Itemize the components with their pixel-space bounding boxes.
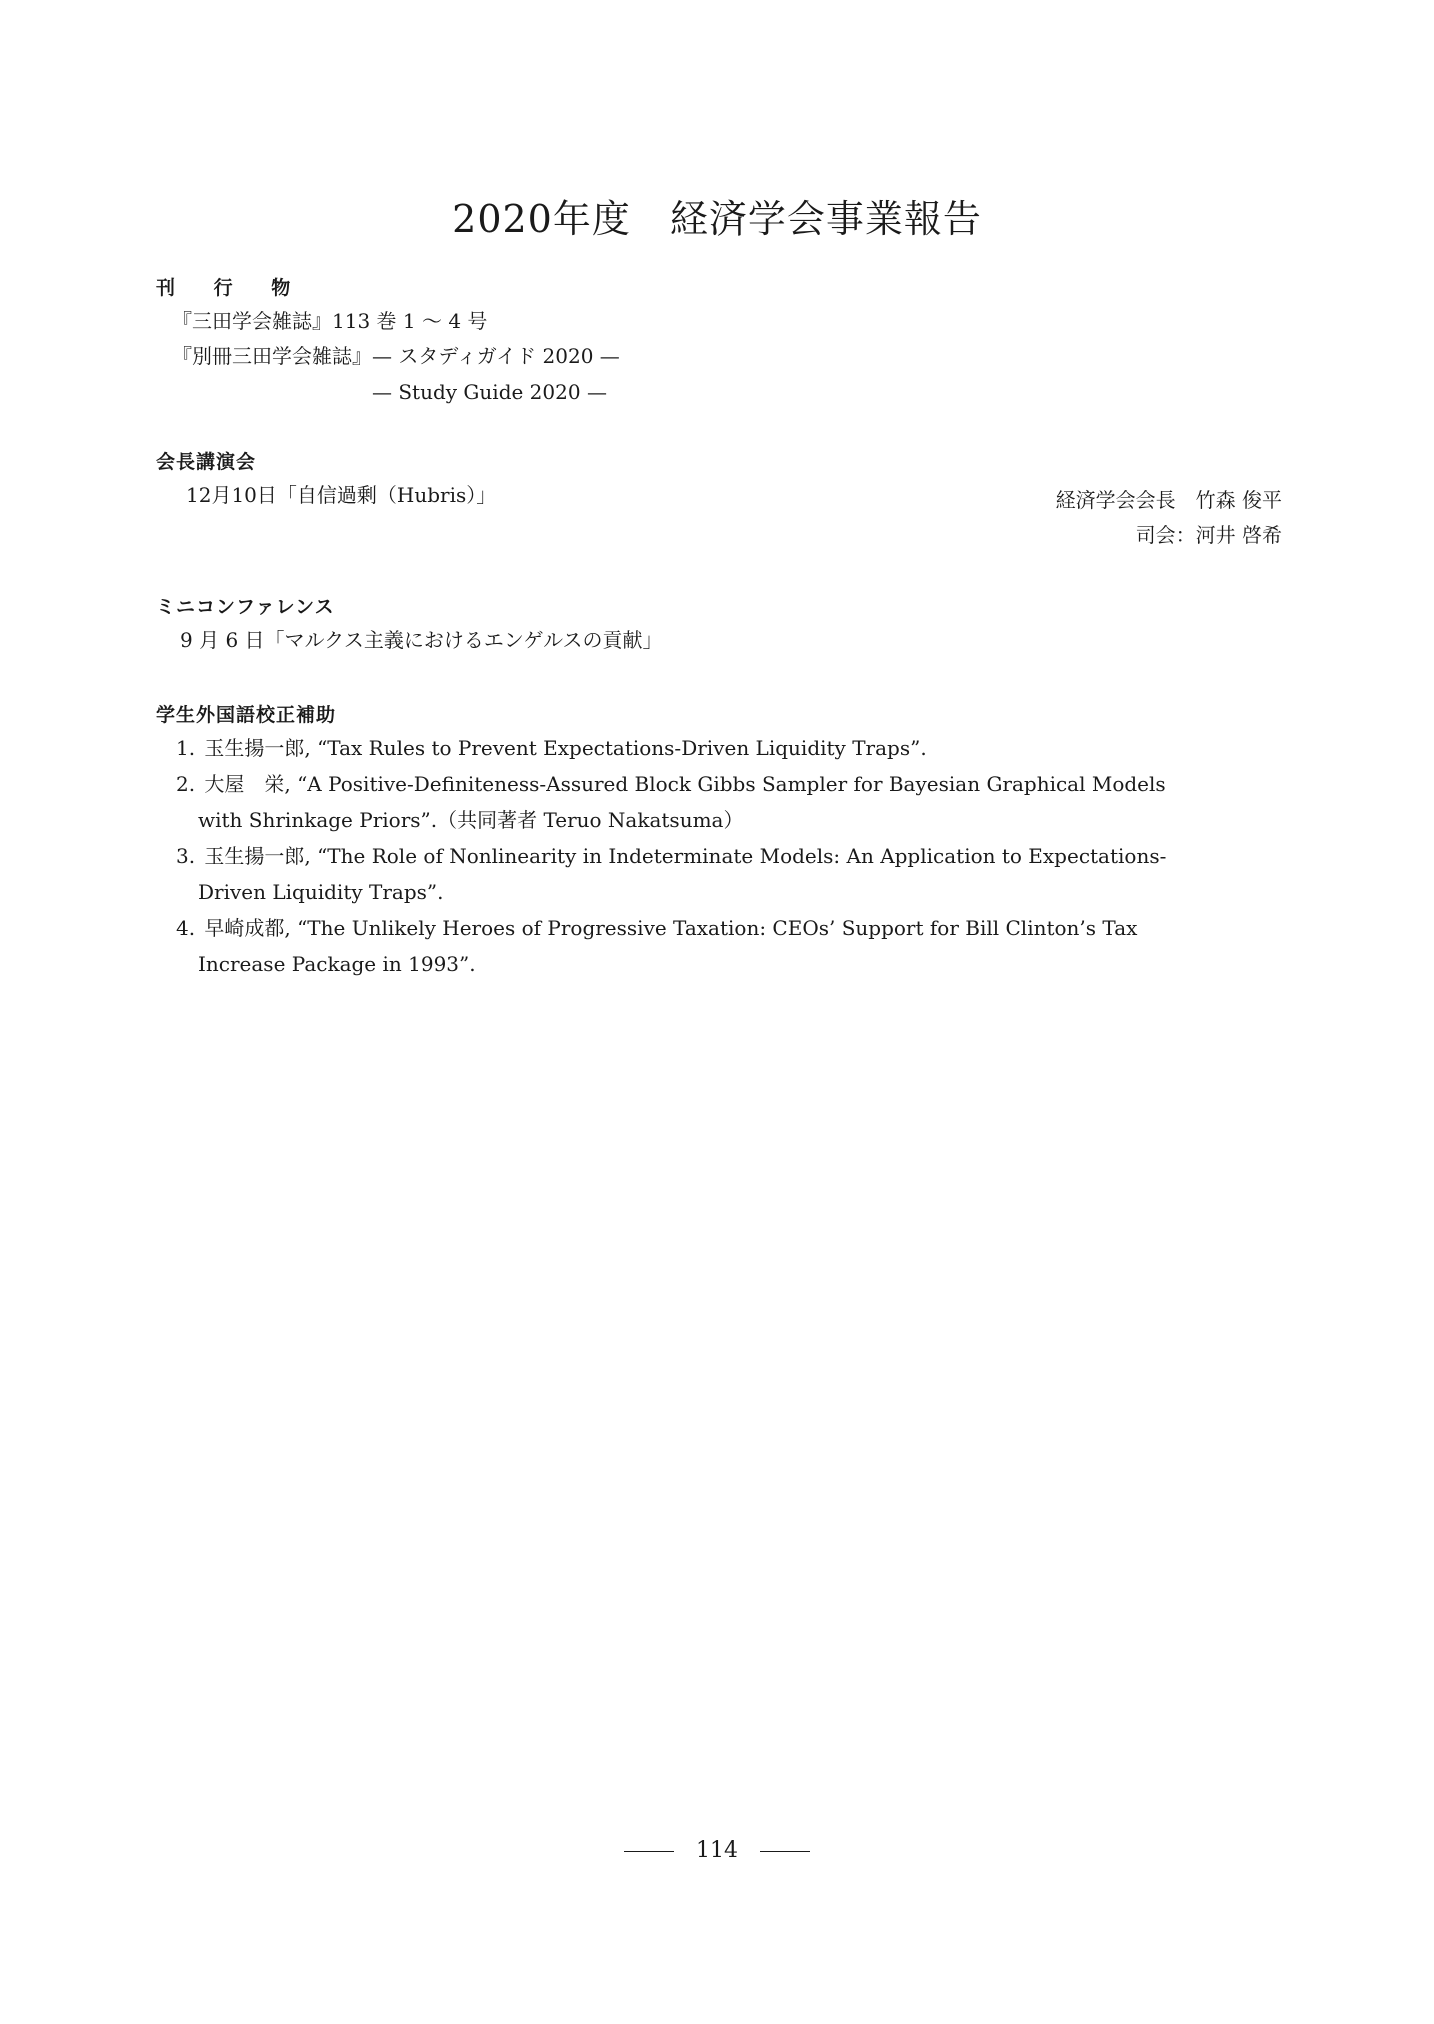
publication-item: — Study Guide 2020 — [372,380,607,404]
page-title: 2020年度 経済学会事業報告 [452,197,982,241]
publication-item: 『三田学会雑誌』113 巻 1 〜 4 号 [172,309,488,333]
list-item-text: 大屋 栄, “A Positive-Definiteness-Assured Block Gibbs Sampler for Bayesian Graphical Models [204,772,1166,796]
footer-rule-left [624,1851,674,1852]
section-heading-publications: 刊 行 物 [156,277,307,299]
list-item-number: 1. [176,736,196,760]
list-item-text-continued: with Shrinkage Priors”.（共同著者 Teruo Nakatsuma） [198,808,744,832]
list-item [176,910,1282,982]
section-heading-mini-conference: ミニコンファレンス [156,596,335,618]
list-item [176,730,1282,766]
page-footer [0,1838,1434,1863]
list-item [176,838,1282,910]
list-item-number: 4. [176,916,196,940]
section-heading-proofreading: 学生外国語校正補助 [156,704,337,726]
list-item-text: 玉生揚一郎, “The Role of Nonlinearity in Indeterminate Models: An Application to Expectations- [204,844,1167,868]
list-item-number: 2. [176,772,196,796]
list-item-text: 玉生揚一郎, “Tax Rules to Prevent Expectations-Driven Liquidity Traps”. [204,736,927,760]
list-item-text: 早崎成都, “The Unlikely Heroes of Progressive Taxation: CEOs’ Support for Bill Clinton’s Tax [204,916,1138,940]
list-item-text-continued: Increase Package in 1993”. [198,952,476,976]
list-item-text-continued: Driven Liquidity Traps”. [198,880,444,904]
publication-item: 『別冊三田学会雑誌』— スタディガイド 2020 — [172,344,620,368]
list-item [176,766,1282,838]
list-item-number: 3. [176,844,196,868]
lecture-event: 12月10日「自信過剰（Hubris）」 [186,483,497,507]
section-heading-lecture: 会長講演会 [156,451,257,473]
page-number: 114 [696,1838,738,1863]
mini-conference-event: 9 月 6 日「マルクス主義におけるエンゲルスの貢献」 [180,628,663,652]
footer-rule-right [760,1851,810,1852]
lecture-speaker: 経済学会会長 竹森 俊平 [1055,488,1282,512]
lecture-chair: 司会：河井 啓希 [1135,523,1282,547]
